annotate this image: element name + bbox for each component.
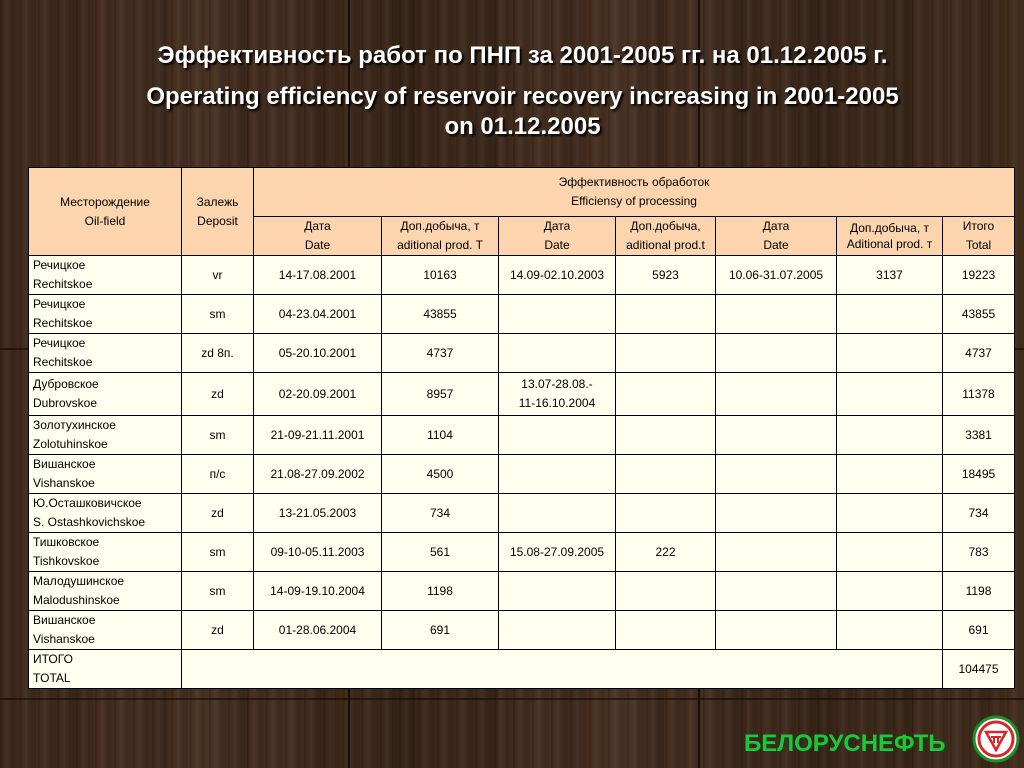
oil-field-name-ru: Ю.Осташковичское bbox=[33, 496, 142, 510]
date-3-cell bbox=[716, 533, 837, 572]
date-1-cell: 21-09-21.11.2001 bbox=[254, 416, 382, 455]
slide-title-ru: Эффективность работ по ПНП за 2001-2005 гг. на 01.12.2005 г. bbox=[157, 42, 888, 69]
table-row bbox=[29, 373, 1015, 416]
date-2-cell bbox=[499, 572, 616, 611]
oil-field-name-ru: Речицкое bbox=[33, 258, 86, 272]
total-cell: 18495 bbox=[943, 455, 1015, 494]
oil-field-cell bbox=[29, 455, 182, 494]
deposit-cell: zd bbox=[182, 611, 254, 650]
oil-field-name-en: Tishkovskoe bbox=[33, 554, 100, 568]
total-cell: 4737 bbox=[943, 334, 1015, 373]
table-row bbox=[29, 334, 1015, 373]
deposit-cell: zd bbox=[182, 373, 254, 416]
date-3-cell bbox=[716, 494, 837, 533]
prod-1-cell: 4500 bbox=[382, 455, 499, 494]
oil-field-name-ru: Вишанское bbox=[33, 613, 96, 627]
header-prod-1-ru: Доп.добыча, т bbox=[400, 219, 480, 233]
header-date-2-ru: Дата bbox=[543, 219, 571, 233]
oil-field-name-ru: Золотухинское bbox=[33, 418, 116, 432]
oil-field-cell bbox=[29, 295, 182, 334]
prod-1-cell: 734 bbox=[382, 494, 499, 533]
date-3-cell bbox=[716, 572, 837, 611]
oil-field-name-en: Rechitskoe bbox=[33, 277, 93, 291]
prod-2-cell bbox=[616, 295, 716, 334]
prod-2-cell bbox=[616, 334, 716, 373]
oil-field-cell bbox=[29, 334, 182, 373]
header-efficiency-ru: Эффективность обработок bbox=[558, 175, 710, 189]
deposit-cell: sm bbox=[182, 416, 254, 455]
date-3-cell bbox=[716, 611, 837, 650]
oil-field-cell bbox=[29, 533, 182, 572]
header-oil-field-en: Oil-field bbox=[84, 213, 126, 228]
oil-field-name-en: Rechitskoe bbox=[33, 316, 93, 330]
oil-field-name-ru: Малодушинское bbox=[33, 574, 125, 588]
header-prod-3 bbox=[837, 217, 943, 256]
table-row bbox=[29, 572, 1015, 611]
total-cell: 19223 bbox=[943, 256, 1015, 295]
header-prod-2-en: aditional prod.t bbox=[626, 238, 705, 252]
prod-3-cell bbox=[837, 455, 943, 494]
header-prod-3-en: Aditional prod. т bbox=[846, 237, 933, 251]
date-2-cell bbox=[499, 373, 616, 416]
company-logo bbox=[742, 718, 1024, 768]
prod-2-cell: 5923 bbox=[616, 256, 716, 295]
deposit-cell: vr bbox=[182, 256, 254, 295]
header-oil-field-ru: Месторождение bbox=[60, 194, 150, 209]
header-oil-field bbox=[29, 168, 182, 256]
prod-1-cell: 561 bbox=[382, 533, 499, 572]
date-3-cell: 10.06-31.07.2005 bbox=[716, 256, 837, 295]
header-date-1-ru: Дата bbox=[304, 219, 331, 233]
header-efficiency-en: Efficiensy of processing bbox=[571, 194, 697, 208]
oil-field-name-en: Vishanskoe bbox=[33, 476, 95, 490]
total-cell: 3381 bbox=[943, 416, 1015, 455]
prod-1-cell: 43855 bbox=[382, 295, 499, 334]
header-date-2-en: Date bbox=[544, 238, 570, 252]
header-prod-3-ru: Доп.добыча, т bbox=[849, 221, 930, 235]
oil-field-name-ru: Дубровское bbox=[33, 377, 99, 391]
header-total bbox=[943, 217, 1015, 256]
date-2-line-1: 13.07-28.08.- bbox=[521, 377, 593, 391]
date-3-cell bbox=[716, 295, 837, 334]
prod-3-cell bbox=[837, 295, 943, 334]
date-1-cell: 14-17.08.2001 bbox=[254, 256, 382, 295]
prod-1-cell: 1104 bbox=[382, 416, 499, 455]
date-3-cell bbox=[716, 334, 837, 373]
prod-3-cell: 3137 bbox=[837, 256, 943, 295]
prod-3-cell bbox=[837, 611, 943, 650]
oil-field-name-en: Dubrovskoe bbox=[33, 396, 98, 410]
date-3-cell bbox=[716, 373, 837, 416]
total-cell: 783 bbox=[943, 533, 1015, 572]
date-1-cell: 02-20.09.2001 bbox=[254, 373, 382, 416]
oil-field-name-en: Malodushinskoe bbox=[33, 593, 120, 607]
total-cell: 1198 bbox=[943, 572, 1015, 611]
deposit-cell: zd bbox=[182, 494, 254, 533]
oil-field-name-en: Rechitskoe bbox=[33, 355, 93, 369]
header-deposit-ru: Залежь bbox=[196, 194, 239, 209]
oil-field-name-en: S. Ostashkovichskoe bbox=[33, 515, 146, 529]
date-2-cell bbox=[499, 494, 616, 533]
header-prod-2-ru: Доп.добыча, bbox=[630, 219, 701, 233]
slide-title-en-line2: on 01.12.2005 bbox=[444, 113, 601, 140]
oil-field-name-en: Zolotuhinskoe bbox=[33, 437, 108, 451]
date-1-cell: 13-21.05.2003 bbox=[254, 494, 382, 533]
logo-text: БЕЛОРУСНЕФТЬ bbox=[744, 730, 946, 757]
oil-field-name-ru: Речицкое bbox=[33, 336, 86, 350]
oil-field-cell bbox=[29, 494, 182, 533]
grand-total-cell: 104475 bbox=[943, 650, 1015, 689]
wood-plank-seam bbox=[0, 698, 1024, 700]
prod-3-cell bbox=[837, 416, 943, 455]
date-1-cell: 01-28.06.2004 bbox=[254, 611, 382, 650]
total-cell: 11378 bbox=[943, 373, 1015, 416]
header-efficiency bbox=[254, 168, 1015, 217]
header-total-ru: Итого bbox=[962, 219, 995, 233]
header-prod-2 bbox=[616, 217, 716, 256]
deposit-cell: sm bbox=[182, 533, 254, 572]
prod-2-cell bbox=[616, 416, 716, 455]
table-row bbox=[29, 533, 1015, 572]
prod-2-cell bbox=[616, 494, 716, 533]
prod-1-cell: 1198 bbox=[382, 572, 499, 611]
date-2-cell: 15.08-27.09.2005 bbox=[499, 533, 616, 572]
oil-field-cell bbox=[29, 256, 182, 295]
header-date-3 bbox=[716, 217, 837, 256]
total-cell: 734 bbox=[943, 494, 1015, 533]
oil-field-cell bbox=[29, 416, 182, 455]
header-date-3-ru: Дата bbox=[762, 219, 790, 233]
prod-3-cell bbox=[837, 373, 943, 416]
prod-3-cell bbox=[837, 494, 943, 533]
date-2-cell bbox=[499, 611, 616, 650]
date-3-cell bbox=[716, 416, 837, 455]
table-row bbox=[29, 455, 1015, 494]
prod-3-cell bbox=[837, 334, 943, 373]
prod-1-cell: 10163 bbox=[382, 256, 499, 295]
deposit-cell: sm bbox=[182, 295, 254, 334]
oil-field-name-ru: Речицкое bbox=[33, 297, 86, 311]
prod-3-cell bbox=[837, 533, 943, 572]
oil-field-name-en: Vishanskoe bbox=[33, 632, 95, 646]
header-date-1 bbox=[254, 217, 382, 256]
date-2-cell bbox=[499, 334, 616, 373]
date-1-cell: 14-09-19.10.2004 bbox=[254, 572, 382, 611]
date-2-line-2: 11-16.10.2004 bbox=[518, 396, 596, 410]
header-prod-1 bbox=[382, 217, 499, 256]
total-empty-cell bbox=[182, 650, 943, 689]
header-deposit bbox=[182, 168, 254, 256]
date-1-cell: 21.08-27.09.2002 bbox=[254, 455, 382, 494]
prod-2-cell bbox=[616, 572, 716, 611]
date-1-cell: 09-10-05.11.2003 bbox=[254, 533, 382, 572]
table-row bbox=[29, 416, 1015, 455]
header-date-1-en: Date bbox=[304, 238, 331, 252]
prod-2-cell bbox=[616, 373, 716, 416]
table-row bbox=[29, 295, 1015, 334]
date-1-cell: 04-23.04.2001 bbox=[254, 295, 382, 334]
header-prod-1-en: aditional prod. T bbox=[397, 238, 483, 252]
total-cell: 43855 bbox=[943, 295, 1015, 334]
efficiency-table bbox=[28, 167, 1015, 689]
deposit-cell: zd 8п. bbox=[182, 334, 254, 373]
prod-2-cell: 222 bbox=[616, 533, 716, 572]
slide-title-en-line1: Operating efficiency of reservoir recovery increasing in 2001-2005 bbox=[146, 83, 899, 110]
oil-field-cell bbox=[29, 373, 182, 416]
date-3-cell bbox=[716, 455, 837, 494]
date-2-cell bbox=[499, 416, 616, 455]
date-2-cell: 14.09-02.10.2003 bbox=[499, 256, 616, 295]
table-row bbox=[29, 256, 1015, 295]
date-2-cell bbox=[499, 455, 616, 494]
total-cell: 691 bbox=[943, 611, 1015, 650]
slide-title-en bbox=[0, 82, 1024, 142]
prod-2-cell bbox=[616, 455, 716, 494]
oil-field-cell bbox=[29, 572, 182, 611]
deposit-cell: sm bbox=[182, 572, 254, 611]
table-row bbox=[29, 611, 1015, 650]
prod-2-cell bbox=[616, 611, 716, 650]
total-row bbox=[29, 650, 1015, 689]
header-date-2 bbox=[499, 217, 616, 256]
prod-1-cell: 691 bbox=[382, 611, 499, 650]
prod-1-cell: 4737 bbox=[382, 334, 499, 373]
date-1-cell: 05-20.10.2001 bbox=[254, 334, 382, 373]
prod-3-cell bbox=[837, 572, 943, 611]
prod-1-cell: 8957 bbox=[382, 373, 499, 416]
oil-field-name-ru: Вишанское bbox=[33, 457, 96, 471]
date-2-cell bbox=[499, 295, 616, 334]
header-date-3-en: Date bbox=[763, 238, 789, 252]
total-label-cell bbox=[29, 650, 182, 689]
belorusneft-emblem-icon bbox=[972, 715, 1020, 763]
oil-field-cell bbox=[29, 611, 182, 650]
total-label-en: TOTAL bbox=[33, 671, 71, 685]
table-row bbox=[29, 494, 1015, 533]
oil-field-name-ru: Тишковское bbox=[33, 535, 100, 549]
header-deposit-en: Deposit bbox=[197, 213, 238, 228]
total-label-ru: ИТОГО bbox=[33, 652, 73, 666]
header-total-en: Total bbox=[965, 238, 992, 252]
deposit-cell: п/с bbox=[182, 455, 254, 494]
